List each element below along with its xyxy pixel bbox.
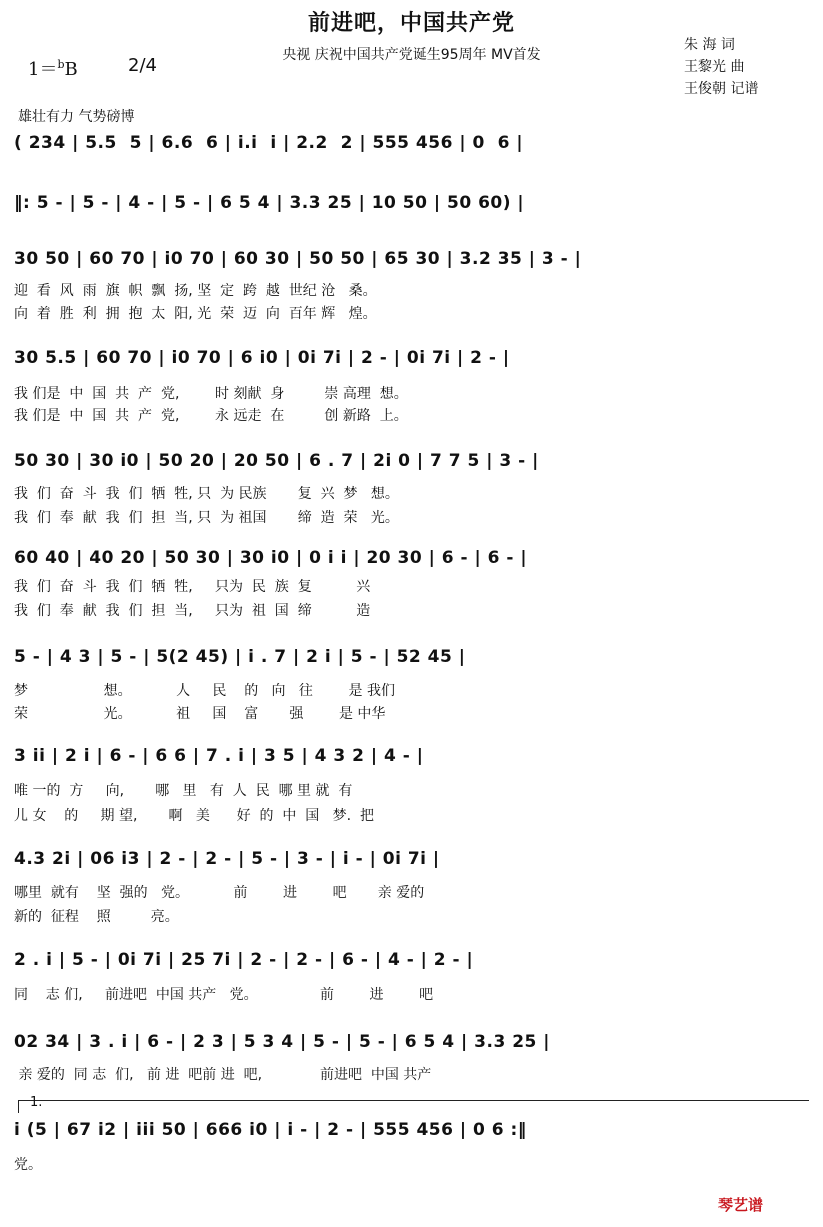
lyric-verse2-line-3: 向 着 胜 利 拥 抱 太 阳, 光 荣 迈 向 百年 辉 煌。	[14, 306, 377, 322]
lyric-line-10: 同 志 们, 前进吧 中国 共产 党。 前 进 吧	[14, 987, 434, 1003]
lyric-line-12: 党。	[14, 1157, 42, 1173]
lyric-verse1-line-7: 梦 想。 人 民 的 向 往 是 我们	[14, 683, 395, 699]
lyric-verse1-line-3: 迎 看 风 雨 旗 帜 飘 扬, 坚 定 跨 越 世纪 沧 桑。	[14, 283, 377, 299]
score-line-7: 5 - | 4 3 | 5 - | 5(2 45) | i . 7 | 2 i | 5 - | 52 45 |	[14, 647, 466, 667]
score-line-3: 30 50 | 60 70 | i0 70 | 60 30 | 50 50 | 65 30 | 3.2 35 | 3 - |	[14, 249, 582, 269]
lyric-verse2-line-5: 我 们 奉 献 我 们 担 当, 只 为 祖国 缔 造 荣 光。	[14, 510, 399, 526]
key-prefix: 1＝	[28, 59, 58, 80]
lyric-verse2-line-6: 我 们 奉 献 我 们 担 当, 只为 祖 国 缔 造	[14, 603, 371, 619]
score-line-1: ( 234 | 5.5 5 | 6.6 6 | i.i i | 2.2 2 | 555 456 | 0 6 |	[14, 133, 524, 153]
tempo-marking: 雄壮有力 气势磅博	[18, 109, 135, 125]
lyric-verse1-line-9: 哪里 就有 坚 强的 党。 前 进 吧 亲 爱的	[14, 885, 425, 901]
lyric-verse1-line-5: 我 们 奋 斗 我 们 牺 牲, 只 为 民族 复 兴 梦 想。	[14, 486, 399, 502]
lyric-verse2-line-7: 荣 光。 祖 国 富 强 是 中华	[14, 706, 386, 722]
lyric-verse2-line-4: 我 们是 中 国 共 产 党, 永 远走 在 创 新路 上。	[14, 408, 408, 424]
credit-composer: 王黎光 曲	[684, 59, 745, 75]
score-line-4: 30 5.5 | 60 70 | i0 70 | 6 i0 | 0i 7i | 2 - | 0i 7i | 2 - |	[14, 348, 510, 368]
lyric-verse2-line-8: 儿 女 的 期 望, 啊 美 好 的 中 国 梦. 把	[14, 808, 375, 824]
score-line-8: 3 ii | 2 i | 6 - | 6 6 | 7 . i | 3 5 | 4 3 2 | 4 - |	[14, 746, 424, 766]
score-line-11: 02 34 | 3 . i | 6 - | 2 3 | 5 3 4 | 5 - | 5 - | 6 5 4 | 3.3 25 |	[14, 1032, 550, 1052]
score-line-9: 4.3 2i | 06 i3 | 2 - | 2 - | 5 - | 3 - | i - | 0i 7i |	[14, 849, 440, 869]
first-ending-bracket	[18, 1100, 809, 1113]
time-signature: 2/4	[128, 55, 157, 76]
score-line-12: i (5 | 67 i2 | iii 50 | 666 i0 | i - | 2 - | 555 456 | 0 6 :‖	[14, 1120, 527, 1140]
score-line-10: 2 . i | 5 - | 0i 7i | 25 7i | 2 - | 2 - | 6 - | 4 - | 2 - |	[14, 950, 474, 970]
lyric-verse2-line-9: 新的 征程 照 亮。	[14, 909, 179, 925]
subtitle: 央视 庆祝中国共产党诞生95周年 MV首发	[282, 47, 541, 63]
song-title: 前进吧，中国共产党	[307, 11, 515, 36]
lyric-line-11: 亲 爱的 同 志 们, 前 进 吧前 进 吧, 前进吧 中国 共产	[14, 1067, 432, 1083]
lyric-verse1-line-8: 唯 一的 方 向, 哪 里 有 人 民 哪 里 就 有	[14, 783, 353, 799]
key-flat: b	[57, 58, 65, 71]
key-note: B	[64, 59, 78, 80]
credit-lyricist: 朱 海 词	[684, 37, 735, 53]
score-line-6: 60 40 | 40 20 | 50 30 | 30 i0 | 0 i i | 20 30 | 6 - | 6 - |	[14, 548, 528, 568]
first-ending-label: 1.	[30, 1095, 43, 1110]
lyric-verse1-line-4: 我 们是 中 国 共 产 党, 时 刻献 身 崇 高理 想。	[14, 386, 408, 402]
lyric-verse1-line-6: 我 们 奋 斗 我 们 牺 牲, 只为 民 族 复 兴	[14, 579, 371, 595]
score-line-5: 50 30 | 30 i0 | 50 20 | 20 50 | 6 . 7 | 2i 0 | 7 7 5 | 3 - |	[14, 451, 539, 471]
watermark-logo: 琴艺谱	[718, 1196, 764, 1214]
score-line-2: ‖: 5 - | 5 - | 4 - | 5 - | 6 5 4 | 3.3 25 | 10 50 | 50 60) |	[14, 193, 525, 213]
credit-transcriber: 王俊朝 记谱	[684, 81, 759, 97]
key-signature	[28, 55, 78, 81]
